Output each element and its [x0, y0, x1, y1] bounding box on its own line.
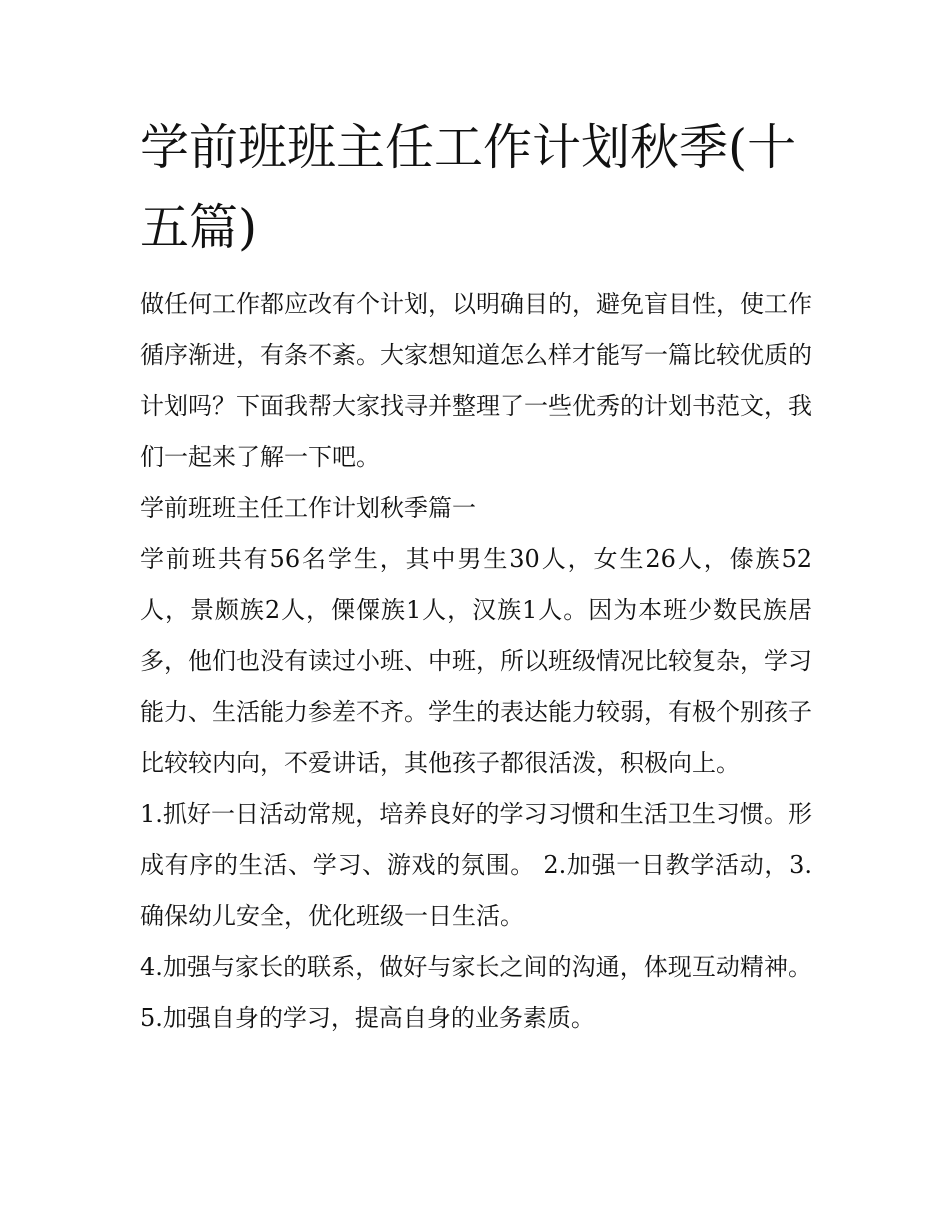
plan-items-paragraph-2: 4.加强与家长的联系，做好与家长之间的沟通，体现互动精神。 5.加强自身的学习，提高自身的业务素质。 — [140, 953, 812, 1032]
plan-items-paragraph-1: 1.抓好一日活动常规，培养良好的学习习惯和生活卫生习惯。形成有序的生活、学习、游戏的氛围。 2.加强一日教学活动，3.确保幼儿安全，优化班级一日生活。 — [140, 800, 812, 930]
class-overview-paragraph: 学前班共有56名学生，其中男生30人，女生26人，傣族52人，景颇族2人，傈僳族1人，汉族1人。因为本班少数民族居多，他们也没有读过小班、中班，所以班级情况比较复杂，学习能力、生活能力参差不齐。学生的表达能力较弱，有极个别孩子比较较内向，不爱讲话，其他孩子都很活泼，积极向上。 — [140, 545, 812, 777]
document-page — [140, 108, 812, 1044]
section-heading: 学前班班主任工作计划秋季篇一 — [140, 494, 476, 522]
document-title: 学前班班主任工作计划秋季(十五篇) — [140, 119, 797, 256]
intro-paragraph: 做任何工作都应改有个计划，以明确目的，避免盲目性，使工作循序渐进，有条不紊。大家想知道怎么样才能写一篇比较优质的计划吗？下面我帮大家找寻并整理了一些优秀的计划书范文，我们一起来了解一下吧。 — [140, 290, 812, 471]
